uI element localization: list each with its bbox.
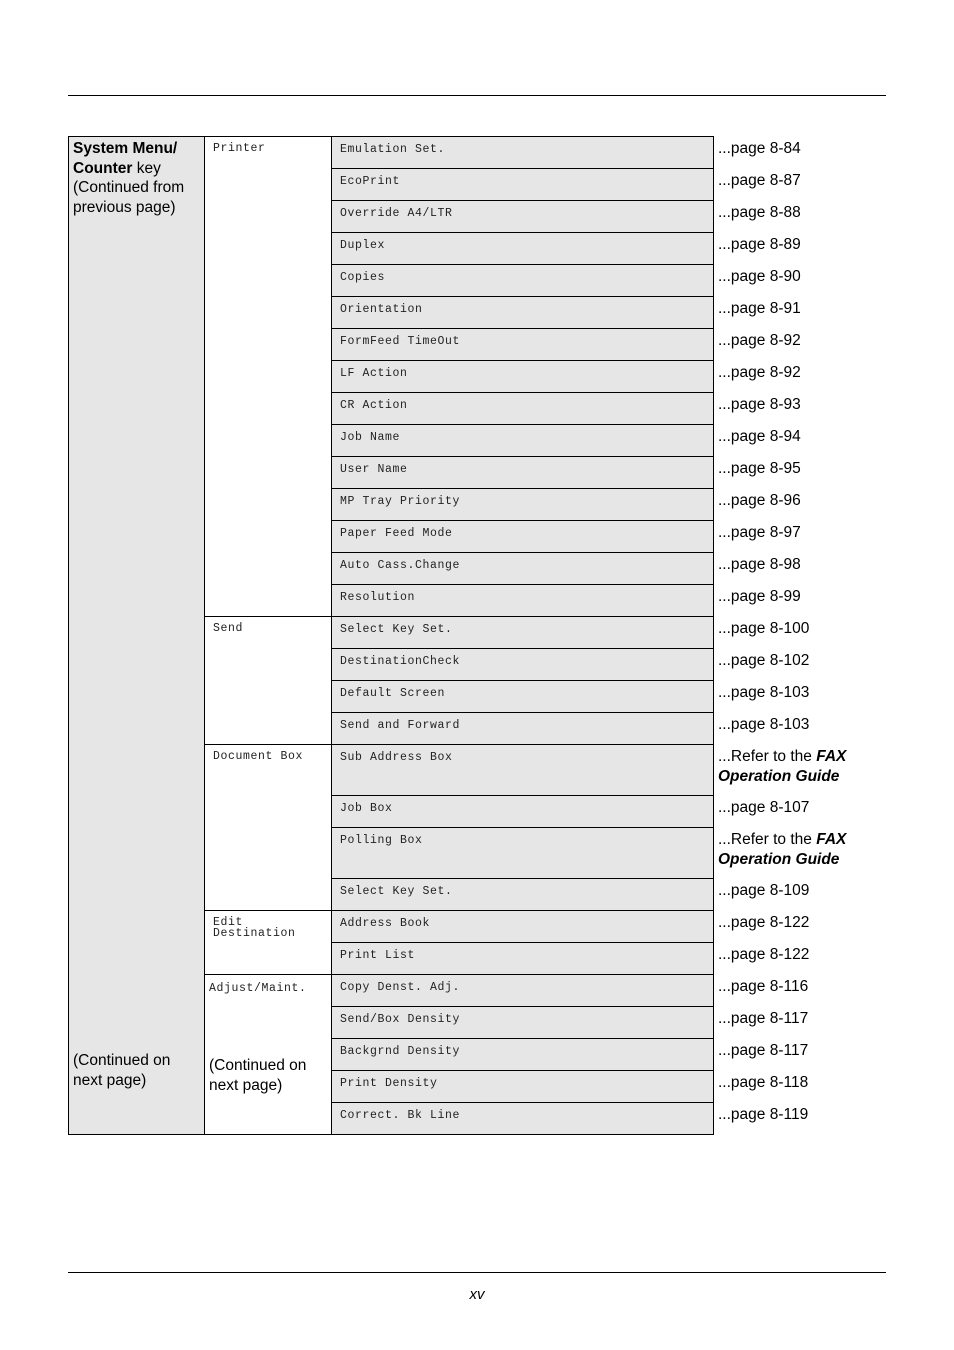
menu-item-name: Resolution <box>340 591 416 604</box>
page-reference-cell <box>714 1039 885 1071</box>
page-reference: ...page 8-102 <box>718 651 810 669</box>
menu-item-cell <box>332 1103 714 1135</box>
menu-row <box>69 137 885 169</box>
menu-item-cell <box>332 265 714 297</box>
page-reference: ...page 8-122 <box>718 945 810 963</box>
continued-next-note: (Continued on next page) <box>73 1052 171 1089</box>
group-label: Printer <box>213 142 266 155</box>
counter-key-label: key <box>132 159 161 177</box>
menu-item-name: Default Screen <box>340 687 446 700</box>
page-reference: ...page 8-84 <box>718 139 801 157</box>
page-reference: ...page 8-100 <box>718 619 810 637</box>
menu-item-name: Backgrnd Density <box>340 1045 461 1058</box>
page-reference-cell <box>714 521 885 553</box>
menu-item-cell <box>332 1039 714 1071</box>
page-reference-cell <box>714 137 885 169</box>
page-reference-cell <box>714 828 885 879</box>
menu-item-cell <box>332 745 714 796</box>
group-cell-adjust-maint <box>205 975 332 1135</box>
group-label-line1: Edit <box>213 916 244 929</box>
menu-item-cell <box>332 1071 714 1103</box>
menu-item-name: Job Name <box>340 431 401 444</box>
reference-fax-bold: FAX <box>816 747 847 765</box>
system-menu-cell <box>69 137 205 1135</box>
menu-item-cell <box>332 975 714 1007</box>
menu-item-cell <box>332 1007 714 1039</box>
menu-item-name: Override A4/LTR <box>340 207 453 220</box>
page-reference: ...page 8-90 <box>718 267 801 285</box>
page-reference-cell <box>714 1071 885 1103</box>
menu-item-cell <box>332 329 714 361</box>
page-reference: ...page 8-109 <box>718 881 810 899</box>
menu-item-cell <box>332 297 714 329</box>
page-reference: ...page 8-97 <box>718 523 801 541</box>
menu-item-name: Emulation Set. <box>340 143 446 156</box>
menu-item-name: Send/Box Density <box>340 1013 461 1026</box>
page-reference-cell <box>714 201 885 233</box>
menu-item-name: DestinationCheck <box>340 655 461 668</box>
footer-rule <box>68 1272 886 1273</box>
menu-item-name: Duplex <box>340 239 386 252</box>
group-label-line2: Destination <box>213 927 296 940</box>
menu-item-name: Orientation <box>340 303 423 316</box>
menu-item-name: Select Key Set. <box>340 623 453 636</box>
page-reference-cell <box>714 975 885 1007</box>
menu-item-cell <box>332 585 714 617</box>
page-reference: ...page 8-89 <box>718 235 801 253</box>
menu-item-name: Send and Forward <box>340 719 461 732</box>
page-reference-cell <box>714 233 885 265</box>
menu-item-cell <box>332 361 714 393</box>
system-menu-heading <box>69 137 204 217</box>
page-reference-cell <box>714 879 885 911</box>
group-cell-printer <box>205 137 332 617</box>
page-reference: ...page 8-117 <box>718 1041 809 1059</box>
page-reference: ...page 8-117 <box>718 1009 809 1027</box>
page-reference-cell <box>714 457 885 489</box>
menu-item-name: FormFeed TimeOut <box>340 335 461 348</box>
menu-item-cell <box>332 425 714 457</box>
menu-item-cell <box>332 649 714 681</box>
page-reference-cell <box>714 713 885 745</box>
group-cell-edit-destination <box>205 911 332 975</box>
page-reference: ...page 8-88 <box>718 203 801 221</box>
reference-prefix: ...Refer to the <box>718 830 817 848</box>
group-label: Document Box <box>213 750 304 763</box>
continued-next-note: (Continued on next page) <box>209 1057 307 1094</box>
menu-item-cell <box>332 489 714 521</box>
page-reference-cell <box>714 169 885 201</box>
page-reference-cell <box>714 911 885 943</box>
counter-key-bold: Counter <box>73 159 133 177</box>
menu-item-cell <box>332 943 714 975</box>
page-reference-cell <box>714 425 885 457</box>
page-reference: ...page 8-93 <box>718 395 801 413</box>
page-reference-cell <box>714 393 885 425</box>
page-reference-cell <box>714 943 885 975</box>
group-cell-send <box>205 617 332 745</box>
page-reference-cell <box>714 1103 885 1135</box>
page-reference-cell <box>714 265 885 297</box>
page-reference: ...page 8-103 <box>718 715 810 733</box>
menu-item-cell <box>332 521 714 553</box>
page-reference: ...page 8-91 <box>718 299 801 317</box>
menu-item-cell <box>332 713 714 745</box>
system-menu-table <box>68 136 885 1135</box>
page-reference: ...page 8-103 <box>718 683 810 701</box>
menu-item-name: MP Tray Priority <box>340 495 461 508</box>
reference-fax-bold: FAX <box>816 830 847 848</box>
page-number: xv <box>469 1286 485 1303</box>
page-reference: ...page 8-94 <box>718 427 801 445</box>
menu-item-cell <box>332 233 714 265</box>
menu-item-name: CR Action <box>340 399 408 412</box>
page-reference: ...page 8-118 <box>718 1073 809 1091</box>
menu-item-name: Sub Address Box <box>340 751 453 764</box>
menu-item-name: LF Action <box>340 367 408 380</box>
menu-item-cell <box>332 553 714 585</box>
menu-item-name: User Name <box>340 463 408 476</box>
menu-item-name: EcoPrint <box>340 175 401 188</box>
menu-item-cell <box>332 393 714 425</box>
page-reference: ...page 8-92 <box>718 331 801 349</box>
group-label: Adjust/Maint. <box>209 982 307 995</box>
menu-item-cell <box>332 201 714 233</box>
menu-item-name: Select Key Set. <box>340 885 453 898</box>
page-reference: ...page 8-96 <box>718 491 801 509</box>
menu-item-cell <box>332 911 714 943</box>
system-menu-title: System Menu/ <box>73 140 178 157</box>
reference-prefix: ...Refer to the <box>718 747 817 765</box>
group-label <box>205 911 331 939</box>
continued-from-note: (Continued from previous page) <box>73 179 185 216</box>
menu-item-name: Job Box <box>340 802 393 815</box>
menu-item-cell <box>332 137 714 169</box>
menu-item-name: Polling Box <box>340 834 423 847</box>
page-reference <box>714 828 884 870</box>
page-reference-cell <box>714 585 885 617</box>
menu-item-name: Print List <box>340 949 416 962</box>
page-reference: ...page 8-98 <box>718 555 801 573</box>
menu-item-name: Address Book <box>340 917 431 930</box>
page-reference-cell <box>714 329 885 361</box>
header-rule <box>68 95 886 96</box>
menu-item-cell <box>332 828 714 879</box>
page-reference-cell <box>714 361 885 393</box>
menu-item-name: Copy Denst. Adj. <box>340 981 461 994</box>
menu-item-name: Copies <box>340 271 386 284</box>
page-reference: ...page 8-99 <box>718 587 801 605</box>
page-reference-cell <box>714 617 885 649</box>
page-reference: ...page 8-87 <box>718 171 801 189</box>
page-reference-cell <box>714 297 885 329</box>
menu-item-name: Paper Feed Mode <box>340 527 453 540</box>
page-reference: ...page 8-116 <box>718 977 809 995</box>
page-reference-cell <box>714 649 885 681</box>
menu-item-name: Print Density <box>340 1077 438 1090</box>
page-reference: ...page 8-92 <box>718 363 801 381</box>
menu-item-cell <box>332 457 714 489</box>
page-reference: ...page 8-122 <box>718 913 810 931</box>
menu-item-cell <box>332 681 714 713</box>
page-reference: ...page 8-107 <box>718 798 810 816</box>
page-reference: ...page 8-95 <box>718 459 801 477</box>
group-cell-document-box <box>205 745 332 911</box>
page-reference-cell <box>714 796 885 828</box>
page-reference: ...page 8-119 <box>718 1105 809 1123</box>
reference-guide-bold: Operation Guide <box>718 767 840 785</box>
page-reference <box>714 745 884 787</box>
page-reference-cell <box>714 489 885 521</box>
menu-item-cell <box>332 617 714 649</box>
page-reference-cell <box>714 1007 885 1039</box>
menu-item-name: Auto Cass.Change <box>340 559 461 572</box>
menu-item-cell <box>332 169 714 201</box>
menu-item-cell <box>332 796 714 828</box>
menu-item-name: Correct. Bk Line <box>340 1109 461 1122</box>
group-label: Send <box>213 622 244 635</box>
page-reference-cell <box>714 745 885 796</box>
reference-guide-bold: Operation Guide <box>718 850 840 868</box>
menu-item-cell <box>332 879 714 911</box>
page-reference-cell <box>714 553 885 585</box>
page-reference-cell <box>714 681 885 713</box>
